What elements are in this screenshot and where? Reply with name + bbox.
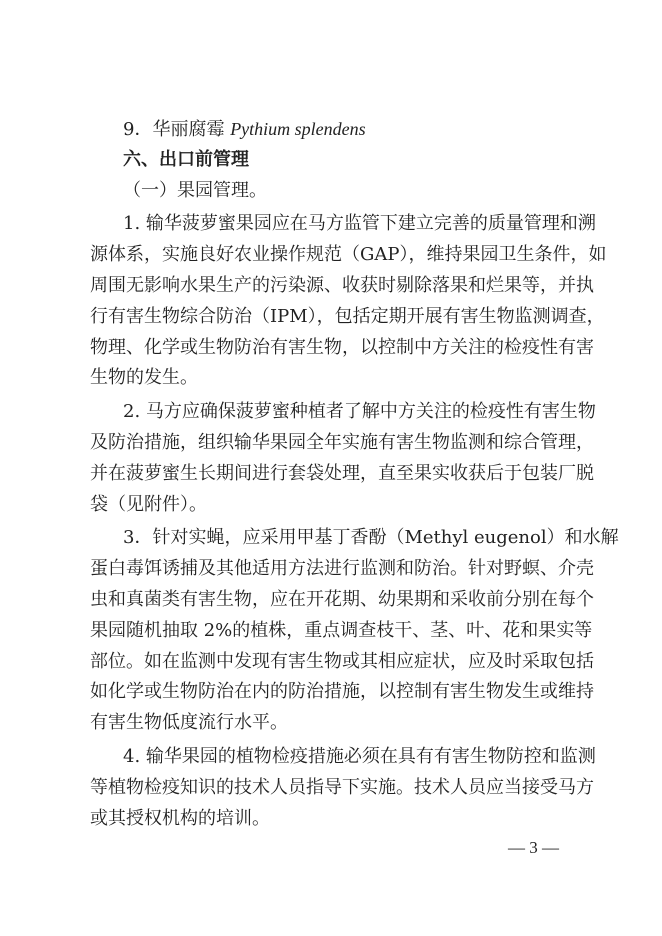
paragraph-line: 部位。如在监测中发现有害生物或其相应症状，应及时采取包括 [90,650,594,672]
subheading: （一）果园管理。 [123,179,267,201]
paragraph-line: 并在菠萝蜜生长期间进行套袋处理，直至果实收获后于包装厂脱 [90,462,594,484]
paragraph-line: 虫和真菌类有害生物，应在开花期、幼果期和采收前分别在每个 [90,588,594,610]
section-heading: 六、出口前管理 [123,148,249,170]
paragraph-line: 或其授权机构的培训。 [90,807,270,829]
paragraph-line: 果园随机抽取 2%的植株，重点调查枝干、茎、叶、花和果实等 [90,619,593,641]
paragraph-line: 有害生物低度流行水平。 [90,712,288,734]
latin-name: Pythium splendens [230,119,366,139]
paragraph-line: 3．针对实蝇，应采用甲基丁香酚（Methyl eugenol）和水解 [123,527,619,549]
paragraph-line: 4. 输华果园的植物检疫措施必须在具有有害生物防控和监测 [123,745,596,767]
paragraph-line: 周围无影响水果生产的污染源、收获时剔除落果和烂果等，并执 [90,274,594,296]
paragraph-line: 及防治措施，组织输华果园全年实施有害生物监测和综合管理， [90,431,594,453]
paragraph-line: 行有害生物综合防治（IPM），包括定期开展有害生物监测调查， [90,305,605,327]
paragraph-line: 蛋白毒饵诱捕及其他适用方法进行监测和防治。针对野螟、介壳 [90,558,594,580]
paragraph-line: 2. 马方应确保菠萝蜜种植者了解中方关注的检疫性有害生物 [123,401,596,423]
paragraph [90,209,607,394]
document-body [90,114,619,837]
page-number: — 3 — [508,838,559,857]
paragraph-line: 袋（见附件）。 [90,493,207,515]
paragraph-line: 等植物检疫知识的技术人员指导下实施。技术人员应当接受马方 [90,776,594,798]
paragraph [90,397,596,520]
paragraph-line: 源体系，实施良好农业操作规范（GAP），维持果园卫生条件，如 [90,244,607,266]
paragraph-line: 生物的发生。 [90,367,198,389]
list-item-9 [90,114,581,145]
paragraph-line: 物理、化学或生物防治有害生物，以控制中方关注的检疫性有害 [90,336,594,358]
paragraph-line: 如化学或生物防治在内的防治措施，以控制有害生物发生或维持 [90,681,594,703]
paragraph [90,742,596,834]
item-text: 9．华丽腐霉 [123,119,231,140]
paragraph-line: 1. 输华菠萝蜜果园应在马方监管下建立完善的质量管理和溯 [123,213,596,235]
paragraph [90,523,619,739]
